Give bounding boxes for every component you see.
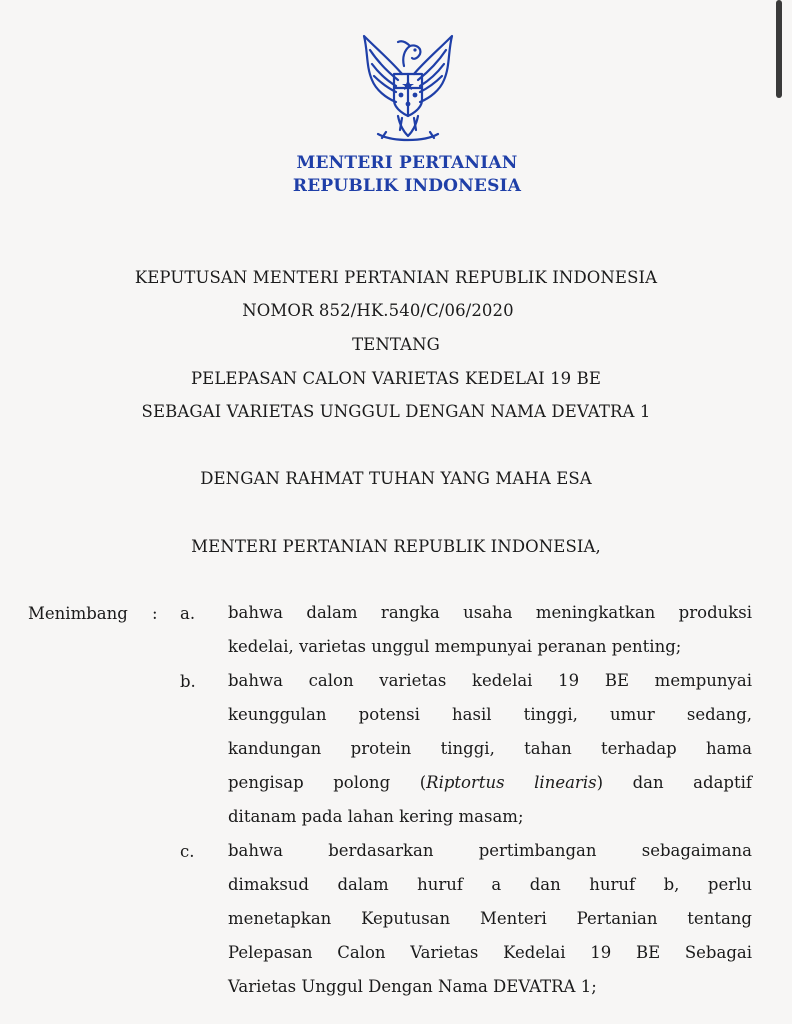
item-b-line: keunggulan potensi hasil tinggi, umur sedang, xyxy=(228,705,752,724)
item-c-line: dimaksud dalam huruf a dan huruf b, perlu xyxy=(228,875,752,894)
decree-subject-line2: SEBAGAI VARIETAS UNGGUL DENGAN NAMA DEVATRA 1 xyxy=(141,402,651,421)
item-b-line: ditanam pada lahan kering masam; xyxy=(228,807,524,826)
decree-tentang: TENTANG xyxy=(352,335,440,354)
ministry-title-line1: MENTERI PERTANIAN xyxy=(296,153,518,173)
item-a-line: bahwa dalam rangka usaha meningkatkan produksi xyxy=(228,603,752,622)
item-a-paragraph xyxy=(228,596,752,664)
menimbang-colon: : xyxy=(152,604,158,623)
item-c-letter: c. xyxy=(180,842,195,861)
scrollbar-thumb[interactable] xyxy=(776,0,782,98)
species-name: Riptortus linearis xyxy=(426,773,597,792)
garuda-emblem-icon xyxy=(352,22,464,150)
decree-number: NOMOR 852/HK.540/C/06/2020 xyxy=(242,301,514,320)
italic-suffix: ) dan adaptif xyxy=(596,773,752,792)
item-b-letter: b. xyxy=(180,672,196,691)
item-a-letter: a. xyxy=(180,604,196,623)
item-c-paragraph xyxy=(228,834,752,1004)
item-b-line: bahwa calon varietas kedelai 19 BE mempunyai xyxy=(228,671,752,690)
item-c-line: menetapkan Keputusan Menteri Pertanian tentang xyxy=(228,909,752,928)
decree-subject-line1: PELEPASAN CALON VARIETAS KEDELAI 19 BE xyxy=(190,369,601,388)
ministry-title-line2: REPUBLIK INDONESIA xyxy=(292,176,522,196)
item-c-line: Pelepasan Calon Varietas Kedelai 19 BE Sebagai xyxy=(228,943,752,962)
decree-title: KEPUTUSAN MENTERI PERTANIAN REPUBLIK INDONESIA xyxy=(134,268,658,287)
item-c-line: Varietas Unggul Dengan Nama DEVATRA 1; xyxy=(228,977,597,996)
preamble-official: MENTERI PERTANIAN REPUBLIK INDONESIA, xyxy=(191,537,601,556)
item-a-line: kedelai, varietas unggul mempunyai peranan penting; xyxy=(228,637,682,656)
item-b-line-italic xyxy=(228,766,752,800)
menimbang-label: Menimbang xyxy=(28,604,128,623)
preamble-rahmat: DENGAN RAHMAT TUHAN YANG MAHA ESA xyxy=(200,469,592,488)
item-c-line: bahwa berdasarkan pertimbangan sebagaimana xyxy=(228,841,752,860)
italic-prefix: pengisap polong ( xyxy=(228,773,427,792)
item-b-paragraph xyxy=(228,664,752,834)
item-b-line: kandungan protein tinggi, tahan terhadap hama xyxy=(228,739,752,758)
